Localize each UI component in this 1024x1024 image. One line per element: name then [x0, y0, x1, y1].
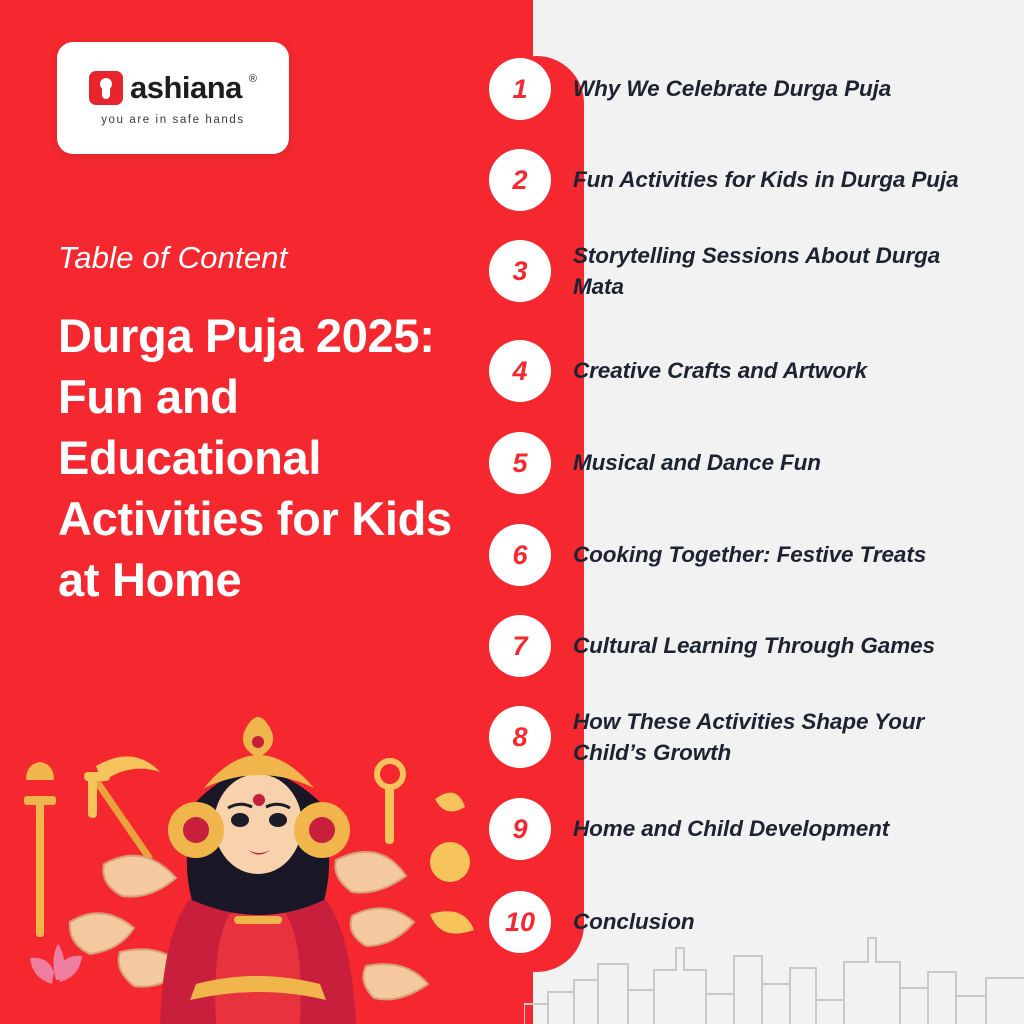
toc-list [489, 56, 989, 972]
toc-item-1[interactable] [489, 58, 973, 120]
toc-item-label: Fun Activities for Kids in Durga Puja [573, 167, 959, 193]
toc-number-badge: 3 [489, 240, 551, 302]
toc-number-badge: 6 [489, 524, 551, 586]
toc-item-8[interactable] [489, 706, 973, 768]
toc-item-7[interactable] [489, 615, 973, 677]
toc-number-badge: 7 [489, 615, 551, 677]
toc-number-badge: 9 [489, 798, 551, 860]
toc-item-label: Musical and Dance Fun [573, 450, 821, 476]
toc-item-label: Creative Crafts and Artwork [573, 358, 868, 384]
ashiana-bird-logo-icon [89, 71, 123, 105]
toc-item-5[interactable] [489, 432, 973, 494]
toc-number-badge: 4 [489, 340, 551, 402]
toc-number-badge: 5 [489, 432, 551, 494]
toc-item-label: Cultural Learning Through Games [573, 633, 935, 659]
toc-number-badge: 8 [489, 706, 551, 768]
city-skyline-outline [524, 904, 1024, 1024]
table-of-content-label: Table of Content [58, 240, 288, 275]
toc-number-badge: 1 [489, 58, 551, 120]
toc-item-2[interactable] [489, 149, 973, 211]
registered-mark: ® [248, 72, 258, 85]
toc-number-badge: 2 [489, 149, 551, 211]
brand-tagline: you are in safe hands [101, 113, 245, 126]
toc-item-label: Storytelling Sessions About Durga Mata [573, 243, 941, 300]
page-title: Durga Puja 2025: Fun and Educational Activities for Kids at Home [58, 309, 452, 607]
toc-item-label: Cooking Together: Festive Treats [573, 542, 927, 568]
toc-item-9[interactable] [489, 798, 973, 860]
toc-item-6[interactable] [489, 524, 973, 586]
durga-goddess-illustration [0, 684, 510, 1024]
brand-logo-row [89, 71, 257, 105]
toc-item-label: Why We Celebrate Durga Puja [573, 76, 892, 102]
toc-item-label: How These Activities Shape Your Child’s Growth [573, 709, 925, 766]
toc-number-badge: 10 [489, 891, 551, 953]
brand-logo-card [57, 42, 289, 154]
brand-logo [57, 42, 289, 154]
brand-name: ashiana [129, 70, 242, 105]
toc-item-label: Home and Child Development [573, 816, 890, 842]
toc-item-3[interactable] [489, 240, 973, 302]
toc-item-label: Conclusion [573, 909, 695, 935]
toc-item-4[interactable] [489, 340, 973, 402]
